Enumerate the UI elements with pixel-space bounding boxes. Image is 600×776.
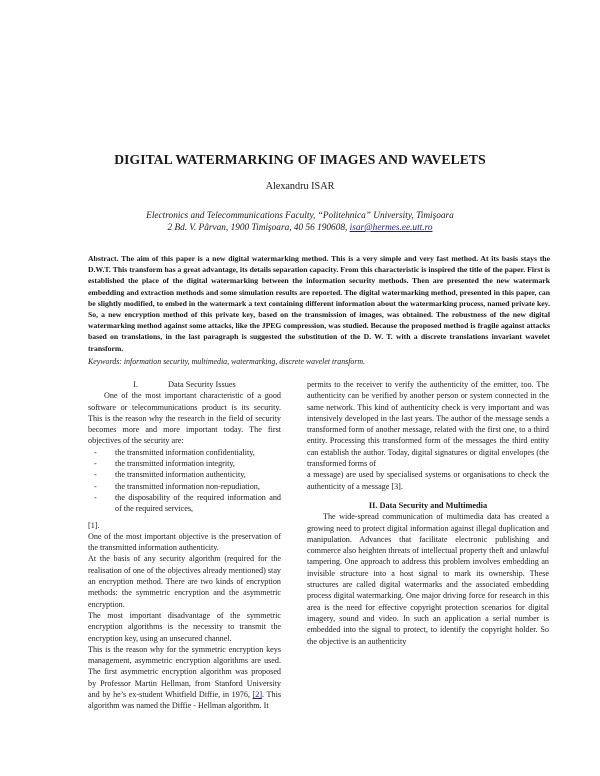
paragraph: At the basis of any security algorithm (required for the realisation of one of the objectives already mentioned) stay an encryption method. There are two kinds of encryption methods: the symmetric encryption and the asymmetric encryption. bbox=[88, 554, 281, 609]
paragraph: a message) are used by specialised systems or organisations to check the authenticity of a message [3]. bbox=[307, 470, 549, 491]
list-dash: - bbox=[94, 470, 97, 480]
list-dash: - bbox=[94, 481, 97, 491]
list-item-text: the transmitted information integrity, bbox=[115, 459, 235, 469]
paragraph: The wide-spread communication of multimedia data has created a growing need to protect digital information against illegal duplication and manipulation. Advances that facilitate electronic publishing and commerce also heighten threats of intellectual property theft and unlawful tampering. One approach to address this problem involves embedding an invisible structure into a host signal to mark its ownership. These structures are called digital watermarks and the associated embedding process digital watermarking. One major driving force for research in this area is the need for effective copyright protection scenarios for digital imagery, sound and video. In such an application a serial number is embedded into the signal to protect, to identify the copyright holder. So the objective is an authenticity bbox=[307, 512, 549, 646]
abstract-text: The aim of this paper is a new digital watermarking method. This is a very simple and very fast method. At its basis stays the D.W.T. This transform has a great advantage, its details separation capacity. From this characteristic is inspired the title of the paper. First is established the place of the digital watermarking between the information security methods. Then are presented the new watermark embedding and extraction methods and some simulation results are reported. The digital watermarking method, presented in this paper, can be slightly modified, to embed in the watermark a text containing different information about the watermarking process, named private key. So, a new encryption method of this private key, based on the transmission of images, was obtained. The robustness of the new digital watermarking method against some attacks, like the JPEG compression, was studied. Because the proposed method is fragile against attacks based on translations, in the last paragraph is suggested the substitution of the D. W. T. with a discrete translations invariant wavelet transform. bbox=[88, 254, 550, 353]
list-dash: - bbox=[94, 492, 97, 502]
reference-marker: [1]. bbox=[88, 520, 100, 530]
abstract-label: Abstract. bbox=[88, 254, 119, 263]
reference-link[interactable]: [2] bbox=[252, 690, 263, 700]
list-item bbox=[88, 469, 281, 480]
list-item bbox=[88, 481, 281, 492]
paragraph bbox=[88, 644, 281, 712]
paragraph-text: . This algorithm was named the Diffie - Hellman algorithm. It bbox=[88, 690, 281, 711]
list-item bbox=[88, 458, 281, 469]
list-dash: - bbox=[94, 459, 97, 469]
address-line bbox=[0, 223, 600, 233]
list-item bbox=[88, 492, 281, 515]
address-text: 2 Bd. V. Pârvan, 1900 Timişoara, 40 56 190608, bbox=[167, 223, 350, 233]
list-dash: - bbox=[94, 447, 97, 457]
list-item-text: the transmitted information non-repudiation, bbox=[115, 481, 260, 491]
list-item-text: the transmitted information confidentiality, bbox=[115, 447, 255, 457]
right-column bbox=[307, 379, 549, 647]
objectives-list bbox=[88, 447, 281, 515]
list-item-text: the transmitted information authenticity, bbox=[115, 470, 246, 480]
section-heading-1 bbox=[88, 379, 281, 390]
left-column bbox=[88, 379, 281, 712]
paper-title: DIGITAL WATERMARKING OF IMAGES AND WAVELETS bbox=[114, 152, 486, 167]
section-heading-2: II. Data Security and Multimedia bbox=[368, 500, 488, 510]
paragraph: The most important disadvantage of the symmetric encryption algorithms is the necessity to transmit the encryption key, using an unsecured channel. bbox=[88, 610, 281, 643]
paragraph: One of the most important characteristic of a good software or telecommunications product is its security. This is the reason why the research in the field of security becomes more and more important today. The first objectives of the security are: bbox=[88, 391, 281, 446]
list-item bbox=[88, 447, 281, 458]
email-link[interactable]: isar@hermes.ee.utt.ro bbox=[349, 223, 433, 233]
abstract bbox=[88, 253, 550, 354]
keywords: Keywords: information security, multimedia, watermarking, discrete wavelet transform. bbox=[88, 357, 366, 366]
affiliation-line: Electronics and Telecommunications Faculty, “Politehnica” University, Timişoara bbox=[146, 211, 454, 221]
paragraph: One of the most important objective is the preservation of the transmitted information authenticity. bbox=[88, 531, 281, 553]
author-name: Alexandru ISAR bbox=[265, 181, 335, 192]
paragraph: permits to the receiver to verify the authenticity of the emitter, too. The authenticity can be verified by another person or system connected in the same network. This kind of authenticity check is very important and was intensively developed in the last years. The author of the message sends a transformed form of another message, related with the first one, to a third entity. Processing this transformed form of the messages the third entity can establish the author. Today, digital signatures or digital envelopes (the transformed forms of bbox=[307, 380, 549, 469]
paragraph-text: This is the reason why for the symmetric encryption keys management, asymmetric encryption algorithms are used. The first asymmetric encryption algorithm was proposed by Professor Martin Hellman, from Stanford University and by he’s ex-student Whitfield Diffie, in 1976, bbox=[88, 644, 281, 700]
list-item-text: the disposability of the required information and of the required services, bbox=[115, 492, 281, 514]
section-number: I. bbox=[133, 380, 139, 389]
section-title: Data Security Issues bbox=[168, 380, 236, 389]
